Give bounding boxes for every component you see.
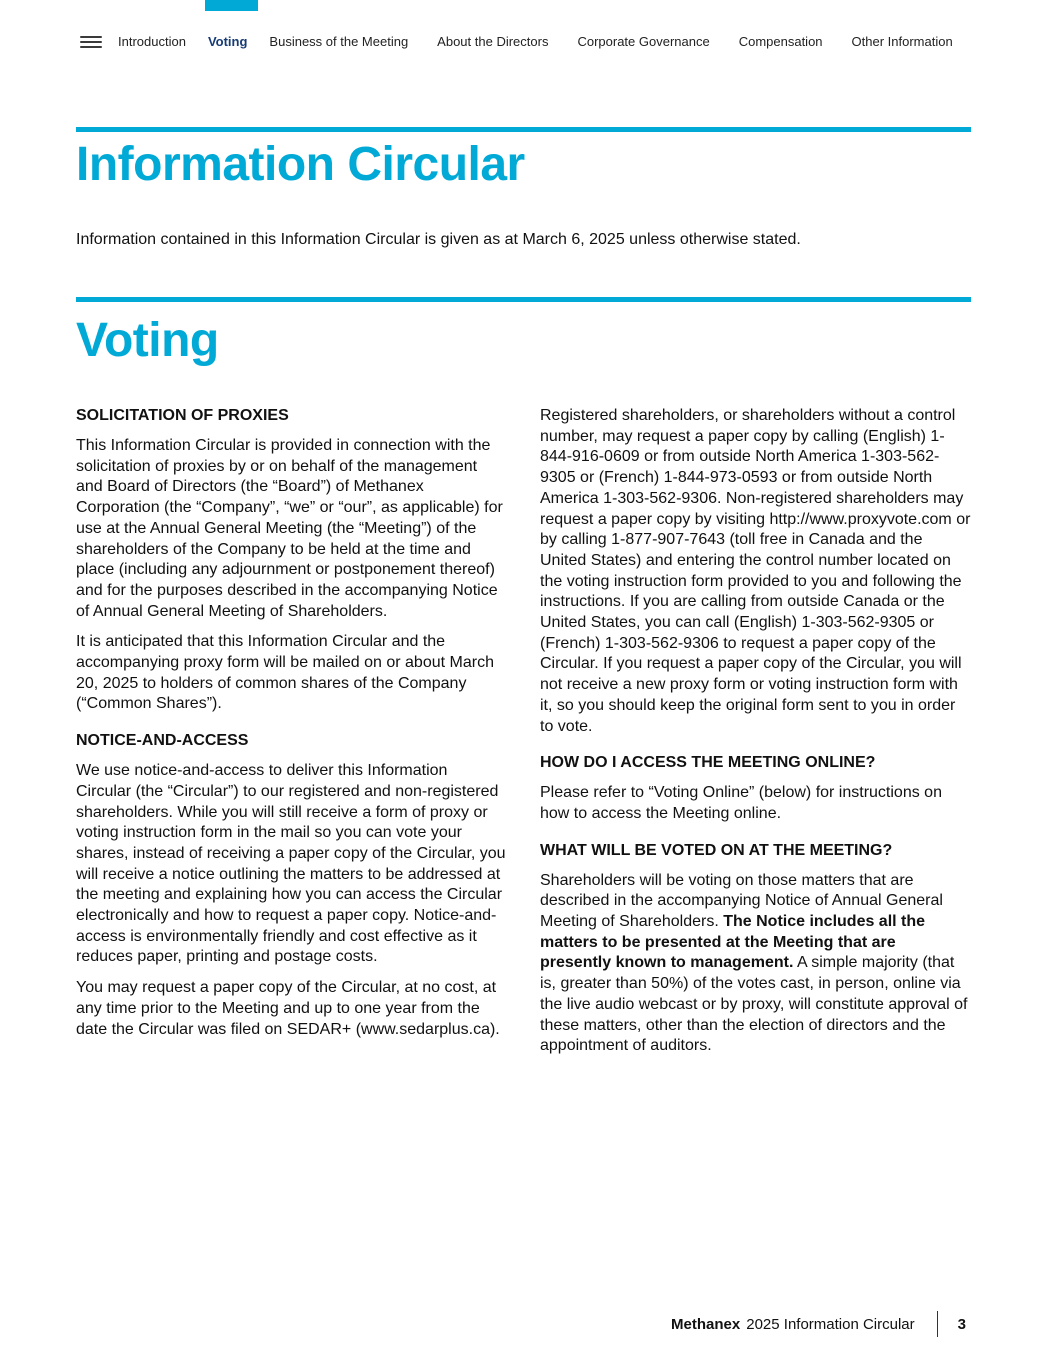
paragraph-what-will-be-voted	[540, 871, 971, 1057]
voted-text-start: Shareholders will be voting on those matters that are described in the accompanying Notice of Annual General Meeting of Shareholders.	[540, 871, 943, 931]
page-number: 3	[957, 1315, 966, 1333]
left-column	[76, 406, 506, 1050]
nav-item-other-information[interactable]: Other Information	[851, 34, 953, 49]
heading-solicitation-of-proxies: SOLICITATION OF PROXIES	[76, 407, 289, 424]
nav-item-voting[interactable]: Voting	[207, 34, 248, 49]
paragraph-access-meeting-online: Please refer to “Voting Online” (below) for instructions on how to access the Meeting online.	[540, 784, 942, 822]
nav-item-compensation[interactable]: Compensation	[738, 34, 823, 49]
active-section-indicator	[205, 0, 258, 11]
heading-notice-and-access: NOTICE-AND-ACCESS	[76, 732, 249, 750]
nav-item-corporate-governance[interactable]: Corporate Governance	[577, 34, 710, 49]
intro-text: Information contained in this Information Circular is given as at March 6, 2025 unless otherwise stated.	[76, 231, 801, 248]
voted-text-end: A simple majority (that is, greater than 50%) of the votes cast, in person, online via the live audio webcast or by proxy, will constitute approval of these matters, other than the election of directors and the appointment of auditors.	[540, 954, 968, 1055]
voted-text-bold: The Notice includes all the matters to be presented at the Meeting that are presently known to management.	[540, 913, 926, 972]
hamburger-line	[80, 36, 102, 38]
nav-item-introduction[interactable]: Introduction	[118, 34, 186, 49]
paragraph-solicitation-1: This Information Circular is provided in connection with the solicitation of proxies by or on behalf of the management and Board of Directors (the “Board”) of Methanex Corporation (the “Company”, “we” or “our”, as applicable) for use at the Annual General Meeting (the “Meeting”) of the shareholders of the Company to be held at the time and place (including any adjournment or postponement thereof) and for the purposes described in the accompanying Notice of Annual General Meeting of Shareholders.	[76, 437, 503, 620]
section-divider	[76, 297, 971, 302]
nav-items	[118, 32, 953, 52]
heading-access-meeting-online: HOW DO I ACCESS THE MEETING ONLINE?	[540, 754, 876, 772]
hamburger-menu-icon[interactable]	[80, 35, 102, 49]
paragraph-paper-copy-request: Registered shareholders, or shareholders without a control number, may request a paper copy by calling (English) 1-844-916-0609 or from outside North America 1-303-562-9305 or (French) 1-844-973-0593 or from outside North America 1-303-562-9306. Non-registered shareholders may request a paper copy by visiting http://www.proxyvote.com or by calling 1-877-907-7643 (toll free in Canada and the United States) and entering the control number located on the voting instruction form provided to you and following the instructions. If you are calling from outside Canada or the United States, you can call (English) 1-303-562-9305 or (French) 1-303-562-9306 to request a paper copy of the Circular. If you request a paper copy of the Circular, you will not receive a new proxy form or voting instruction form with it, so you should keep the original form sent to you in order to vote.	[540, 407, 971, 735]
section-title-voting: Voting	[76, 314, 219, 367]
paragraph-solicitation-2: It is anticipated that this Information Circular and the accompanying proxy form will be mailed on or about March 20, 2025 to holders of common shares of the Company (“Common Shares”).	[76, 633, 494, 713]
nav-item-about-the-directors[interactable]: About the Directors	[437, 34, 549, 49]
paragraph-notice-2: You may request a paper copy of the Circular, at no cost, at any time prior to the Meeting and up to one year from the date the Circular was filed on SEDAR+ (www.sedarplus.ca).	[76, 979, 500, 1038]
page-title: Information Circular	[76, 138, 525, 191]
paragraph-notice-1: We use notice-and-access to deliver this Information Circular (the “Circular”) to our registered and non-registered shareholders. While you will still receive a form of proxy or voting instruction form in the mail so you can vote your shares, instead of receiving a paper copy of the Circular, you will receive a notice outlining the matters to be addressed at the meeting and explaining how you can access the Circular electronically and how to request a paper copy. Notice-and-access is environmentally friendly and cost effective as it reduces paper, printing and postage costs.	[76, 762, 506, 966]
footer-brand: Methanex	[671, 1315, 741, 1333]
section-divider	[76, 127, 971, 132]
top-navigation	[80, 31, 970, 53]
footer-doc-title: 2025 Information Circular	[746, 1315, 915, 1333]
nav-item-business-of-the-meeting[interactable]: Business of the Meeting	[269, 34, 409, 49]
heading-what-will-be-voted: WHAT WILL BE VOTED ON AT THE MEETING?	[540, 841, 893, 859]
page-footer	[671, 1312, 966, 1336]
footer-divider	[937, 1311, 938, 1337]
hamburger-line	[80, 46, 102, 48]
hamburger-line	[80, 41, 102, 43]
right-column	[540, 406, 971, 1067]
